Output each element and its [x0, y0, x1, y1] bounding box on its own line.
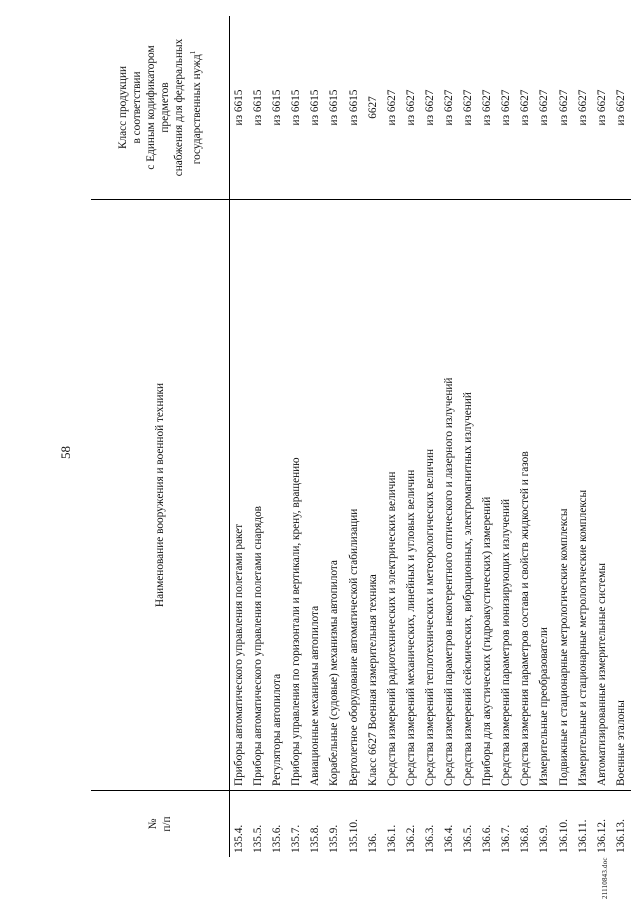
table-row	[230, 16, 250, 857]
row-name: Приборы для акустических (гидроакустических) измерений	[478, 200, 497, 791]
row-class: из 6627	[614, 89, 627, 126]
row-class: из 6627	[385, 89, 398, 126]
header-number: № п/п	[91, 791, 230, 858]
header-class	[91, 16, 230, 200]
row-number: 136.8.	[516, 791, 535, 858]
table-row	[535, 16, 554, 857]
table-header-row	[91, 16, 230, 857]
row-class: из 6627	[481, 89, 494, 126]
row-name: Приборы управления по горизонтали и вертикали, крену, вращению	[287, 200, 306, 791]
header-class-footnote: 1	[189, 50, 198, 55]
row-class: из 6615	[252, 89, 265, 126]
row-class: из 6627	[500, 89, 513, 126]
row-number: 136.	[364, 791, 383, 858]
header-name: Наименование вооружения и военной техники	[91, 200, 230, 791]
row-name: Средства измерений радиотехнических и электрических величин	[383, 200, 402, 791]
row-name: Средства измерения параметров состава и свойств жидкостей и газов	[516, 200, 535, 791]
row-name: Автоматизированные измерительные системы	[593, 200, 612, 791]
file-footer: 21110843.doc	[601, 857, 609, 899]
row-number: 136.3.	[421, 791, 440, 858]
row-class: из 6627	[462, 89, 475, 126]
row-number: 136.13.	[612, 791, 631, 858]
row-name: Измерительные и стационарные метрологические комплексы	[574, 200, 593, 791]
page-number: 58	[58, 446, 73, 459]
row-class: из 6615	[309, 89, 322, 126]
row-name: Вертолетное оборудование автоматической стабилизации	[344, 200, 363, 791]
row-class: из 6627	[404, 89, 417, 126]
row-class: из 6615	[233, 89, 245, 126]
row-name: Авиационные механизмы автопилота	[306, 200, 325, 791]
row-name: Подвижные и стационарные метрологические комплексы	[555, 200, 574, 791]
row-number: 136.7.	[497, 791, 516, 858]
table-row	[459, 16, 478, 857]
table-row	[421, 16, 440, 857]
table-row	[249, 16, 268, 857]
row-name: Средства измерений теплотехнических и метеорологических величин	[421, 200, 440, 791]
table-row	[440, 16, 459, 857]
row-class: из 6615	[328, 89, 341, 126]
table-row	[593, 16, 612, 857]
row-number: 135.6.	[268, 791, 287, 858]
row-class: из 6627	[576, 89, 589, 126]
table-row	[574, 16, 593, 857]
row-number: 136.9.	[535, 791, 554, 858]
row-class: из 6615	[271, 89, 284, 126]
row-name: Военные эталоны	[612, 200, 631, 791]
table-row	[306, 16, 325, 857]
row-number: 136.10.	[555, 791, 574, 858]
table-row	[287, 16, 306, 857]
row-class: из 6627	[538, 89, 551, 126]
row-name: Приборы автоматического управления полетами снарядов	[249, 200, 268, 791]
row-number: 136.2.	[402, 791, 421, 858]
row-number: 135.10.	[344, 791, 363, 858]
table-row	[364, 16, 383, 857]
row-class: из 6627	[423, 89, 436, 126]
row-name: Средства измерений механических, линейных и угловых величин	[402, 200, 421, 791]
row-number: 136.11.	[574, 791, 593, 858]
row-number: 135.8.	[306, 791, 325, 858]
row-class: из 6615	[290, 89, 303, 126]
table-row	[402, 16, 421, 857]
row-name: Средства измерений параметров ионизирующих излучений	[497, 200, 516, 791]
row-class: из 6627	[557, 89, 570, 126]
row-class: из 6627	[595, 89, 608, 126]
header-class-text: Класс продукции в соответствии с Единым кодификатором предметов снабжения для федеральных государственных нужд	[117, 38, 203, 177]
table-row	[344, 16, 363, 857]
row-number: 135.5.	[249, 791, 268, 858]
row-number: 136.12.	[593, 791, 612, 858]
row-name: Регуляторы автопилота	[268, 200, 287, 791]
row-name: Средства измерений сейсмических, вибрационных, электромагнитных излучений	[459, 200, 478, 791]
table-row	[612, 16, 631, 857]
row-name: Средства измерений параметров некогерентного оптического и лазерного излучений	[440, 200, 459, 791]
table-row	[478, 16, 497, 857]
table-row	[516, 16, 535, 857]
row-number: 136.4.	[440, 791, 459, 858]
row-name: Приборы автоматического управления полетами ракет	[230, 200, 250, 791]
row-name: Корабельные (судовые) механизмы автопилота	[325, 200, 344, 791]
row-name: Класс 6627 Военная измерительная техника	[364, 200, 383, 791]
row-class: 6627	[366, 96, 379, 119]
row-class: из 6615	[347, 89, 360, 126]
table-row	[555, 16, 574, 857]
row-number: 136.1.	[383, 791, 402, 858]
row-class: из 6627	[442, 89, 455, 126]
table-row	[497, 16, 516, 857]
row-number: 136.5.	[459, 791, 478, 858]
row-name: Измерительные преобразователи	[535, 200, 554, 791]
row-number: 136.6.	[478, 791, 497, 858]
row-number: 135.4.	[230, 791, 250, 858]
table-row	[325, 16, 344, 857]
weapons-classification-table	[91, 16, 631, 857]
row-number: 135.9.	[325, 791, 344, 858]
row-number: 135.7.	[287, 791, 306, 858]
row-class: из 6627	[519, 89, 532, 126]
table-row	[383, 16, 402, 857]
table-row	[268, 16, 287, 857]
